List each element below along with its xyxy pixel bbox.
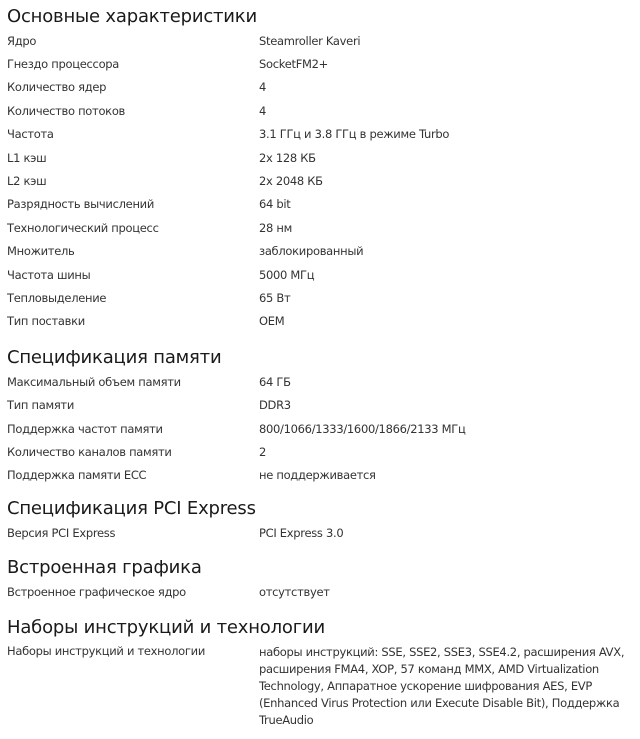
- spec-value: не поддерживается: [259, 468, 376, 483]
- section-memory-specs: [7, 346, 640, 487]
- spec-row-cores: [7, 76, 640, 99]
- section-main-specs: [7, 0, 640, 333]
- section-integrated-graphics: [7, 556, 640, 603]
- spec-label: L1 кэш: [7, 150, 47, 165]
- spec-label: Частота шины: [7, 267, 91, 282]
- spec-row-memory-frequencies: [7, 417, 640, 440]
- spec-value: SocketFM2+: [259, 57, 328, 72]
- spec-value: Steamroller Kaveri: [259, 33, 361, 48]
- spec-value: 4: [259, 103, 267, 118]
- spec-label: Максимальный объем памяти: [7, 374, 181, 389]
- spec-row-memory-channels: [7, 440, 640, 463]
- section-title: Встроенная графика: [7, 557, 202, 579]
- spec-value: 28 нм: [259, 220, 292, 235]
- spec-value: заблокированный: [259, 244, 364, 259]
- spec-label: Наборы инструкций и технологии: [7, 643, 205, 658]
- section-title: Спецификация памяти: [7, 347, 222, 369]
- spec-label: Поддержка памяти ECC: [7, 468, 147, 483]
- spec-value: 65 Вт: [259, 290, 291, 305]
- spec-label: Количество каналов памяти: [7, 444, 172, 459]
- spec-row-bitness: [7, 193, 640, 216]
- spec-label: Технологический процесс: [7, 220, 159, 235]
- spec-value: 64 ГБ: [259, 374, 291, 389]
- spec-value: OEM: [259, 314, 285, 329]
- spec-row-multiplier: [7, 240, 640, 263]
- spec-label: L2 кэш: [7, 174, 47, 189]
- spec-value: наборы инструкций: SSE, SSE2, SSE3, SSE4.2, расширения AVX, расширения FMA4, XOP, 57 команд MMX, AMD Virtualization Technology, Аппаратное ускорение шифрования AES, EVP (Enhanced Virus Protection или Execute Disable Bit), Поддержка TrueAudio: [259, 644, 625, 727]
- section-title: Спецификация PCI Express: [7, 498, 256, 520]
- spec-value: DDR3: [259, 398, 291, 413]
- spec-row-max-memory: [7, 370, 640, 393]
- section-pci-express: [7, 497, 640, 544]
- spec-value: 64 bit: [259, 197, 291, 212]
- spec-label: Тип памяти: [7, 398, 75, 413]
- spec-label: Количество ядер: [7, 80, 107, 95]
- spec-value: 800/1066/1333/1600/1866/2133 МГц: [259, 421, 466, 436]
- spec-value: 2x 2048 КБ: [259, 174, 323, 189]
- spec-row-frequency: [7, 123, 640, 146]
- spec-value: отсутствует: [259, 585, 330, 600]
- spec-label: Тип поставки: [7, 314, 85, 329]
- spec-row-memory-type: [7, 393, 640, 416]
- spec-label: Встроенное графическое ядро: [7, 585, 186, 600]
- spec-label: Множитель: [7, 244, 75, 259]
- spec-label: Поддержка частот памяти: [7, 421, 163, 436]
- spec-value: 5000 МГц: [259, 267, 315, 282]
- spec-label: Ядро: [7, 33, 37, 48]
- spec-label: Количество потоков: [7, 103, 126, 118]
- spec-row-igpu: [7, 580, 640, 603]
- spec-row-process: [7, 216, 640, 239]
- spec-label: Частота: [7, 127, 54, 142]
- spec-value: 2: [259, 444, 267, 459]
- spec-row-threads: [7, 99, 640, 122]
- section-title: Наборы инструкций и технологии: [7, 616, 325, 638]
- section-instruction-sets: [7, 616, 640, 729]
- spec-value: 3.1 ГГц и 3.8 ГГц в режиме Turbo: [259, 127, 450, 142]
- spec-label: Версия PCI Express: [7, 525, 116, 540]
- spec-value: 4: [259, 80, 267, 95]
- spec-label: Гнездо процессора: [7, 57, 120, 72]
- spec-value: PCI Express 3.0: [259, 525, 344, 540]
- spec-row-bus-frequency: [7, 263, 640, 286]
- spec-row-tdp: [7, 286, 640, 309]
- section-title: Основные характеристики: [7, 6, 257, 27]
- spec-row-instruction-sets: [7, 640, 640, 729]
- spec-value: 2x 128 КБ: [259, 150, 316, 165]
- spec-row-delivery-type: [7, 310, 640, 333]
- spec-row-pcie-version: [7, 521, 640, 544]
- spec-row-l1-cache: [7, 146, 640, 169]
- spec-label: Разрядность вычислений: [7, 197, 155, 212]
- spec-label: Тепловыделение: [7, 290, 107, 305]
- spec-row-ecc: [7, 464, 640, 487]
- spec-row-core: [7, 29, 640, 52]
- spec-row-socket: [7, 52, 640, 75]
- spec-row-l2-cache: [7, 169, 640, 192]
